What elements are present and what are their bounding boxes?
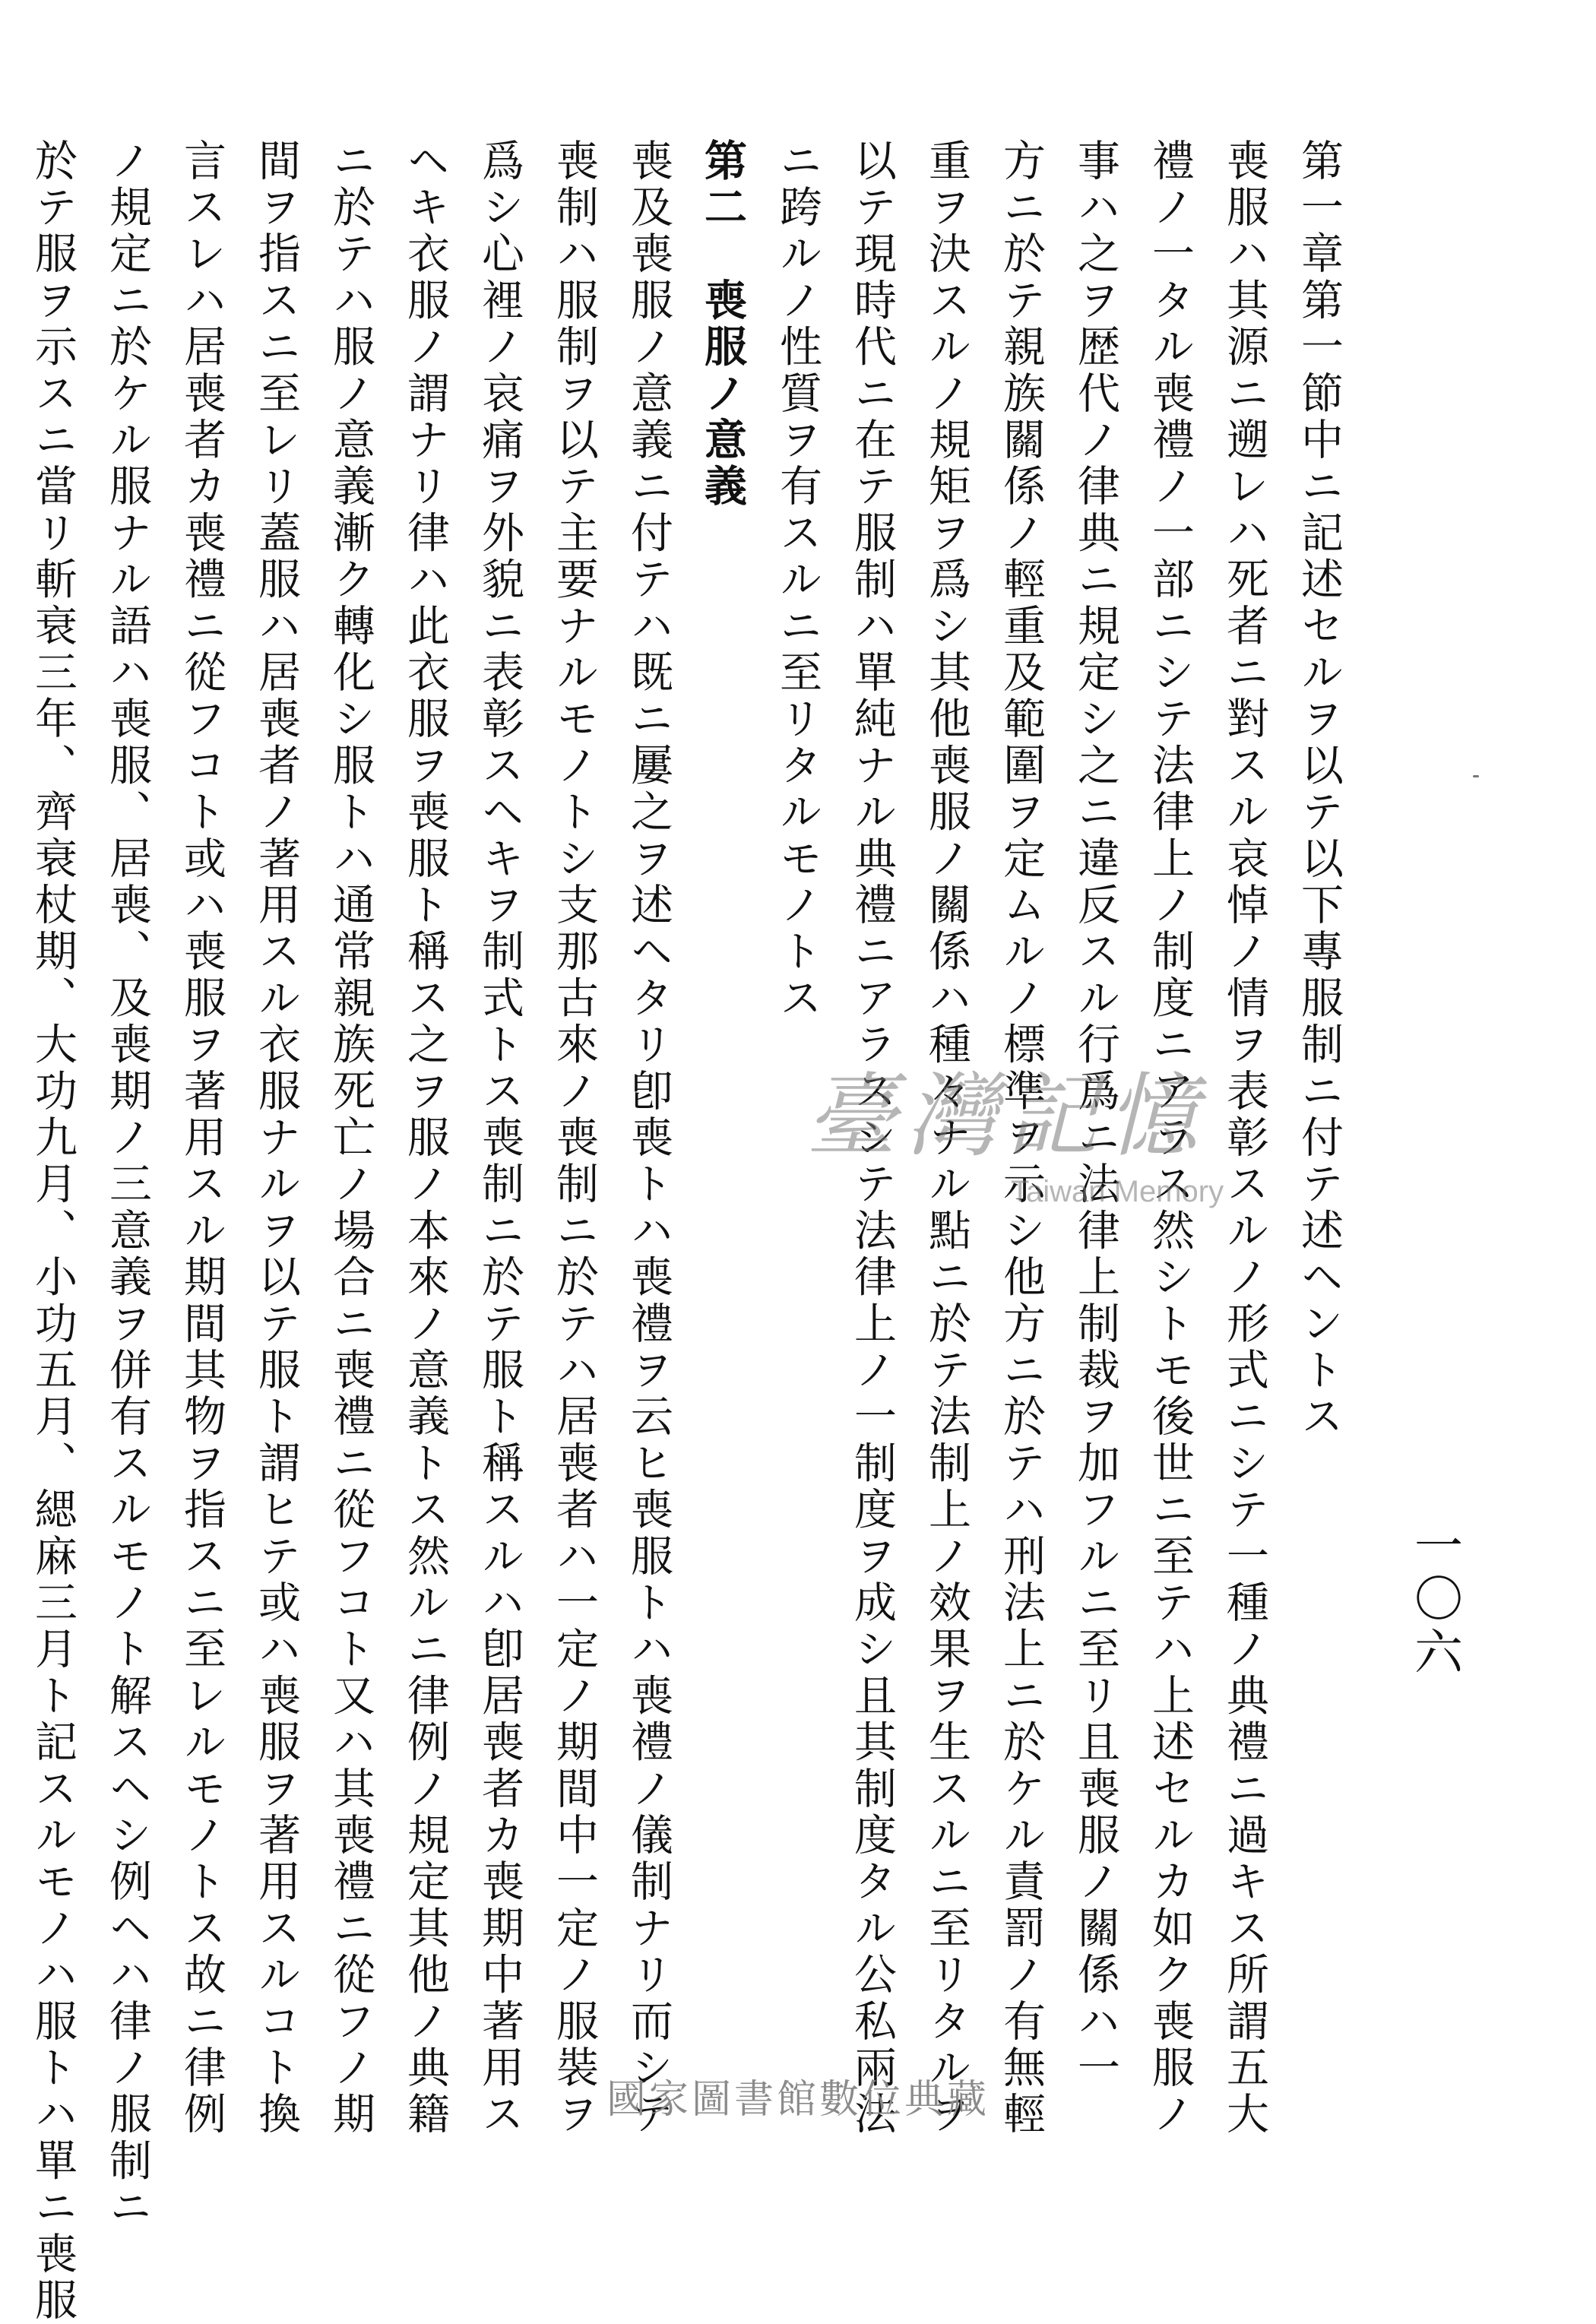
text-column-8: ニ跨ルノ性質ヲ有スルニ至リタルモノトス xyxy=(773,138,822,1022)
text-column-13: ヘキ衣服ノ謂ナリ律ハ此衣服ヲ喪服ト稱ス之ヲ服ノ本來ノ意義トス然ルニ律例ノ規定其他ノ典籍 xyxy=(401,138,450,2139)
text-column-12: 爲シ心裡ノ哀痛ヲ外貌ニ表彰スヘキヲ制式トス喪制ニ於テ服ト稱スルハ卽居喪者カ喪期中著用ス xyxy=(475,138,524,2139)
text-column-7: 以テ現時代ニ在テ服制ハ單純ナル典禮ニアラスシテ法律上ノ一制度ヲ成シ且其制度タル公私兩法 xyxy=(847,138,897,2139)
scan-speck xyxy=(1473,775,1479,777)
text-column-14: ニ於テハ服ノ意義漸ク轉化シ服トハ通常親族死亡ノ場合ニ喪禮ニ從フコト又ハ其喪禮ニ從フノ期 xyxy=(326,138,375,2139)
text-column-3: 禮ノ一タル喪禮ノ一部ニシテ法律上ノ制度ニアラス然シトモ後世ニ至テハ上述セルカ如ク喪服ノ xyxy=(1145,138,1195,2139)
text-column-16: 言スレハ居喪者カ喪禮ニ從フコト或ハ喪服ヲ著用スル期間其物ヲ指スニ至レルモノトス故ニ律例 xyxy=(177,138,226,2139)
text-column-11: 喪制ハ服制ヲ以テ主要ナルモノトシ支那古來ノ喪制ニ於テハ居喪者ハ一定ノ期間中一定ノ服裝ヲ xyxy=(549,138,599,2139)
text-column-2: 喪服ハ其源ニ遡レハ死者ニ對スル哀悼ノ情ヲ表彰スルノ形式ニシテ一種ノ典禮ニ過キス所謂五大 xyxy=(1220,138,1269,2139)
watermark-logo xyxy=(806,1064,1231,1231)
text-column-1: 第一章第一節中ニ記述セルヲ以テ以下專服制ニ付テ述ヘントス xyxy=(1294,138,1344,1441)
text-column-4: 事ハ之ヲ歴代ノ律典ニ規定シ之ニ違反スル行爲ニ法律上制裁ヲ加フルニ至リ且喪服ノ關係ハ一 xyxy=(1071,138,1120,2092)
text-column-18: 於テ服ヲ示スニ當リ斬衰三年、齊衰杖期、大功九月、小功五月、緦麻三月ト記スルモノハ服トハ單ニ喪服 xyxy=(28,138,78,2324)
text-column-10: 喪及喪服ノ意義ニ付テハ既ニ屢之ヲ述ヘタリ卽喪トハ喪禮ヲ云ヒ喪服トハ喪禮ノ儀制ナリ而シテ xyxy=(624,138,673,2139)
text-column-15: 間ヲ指スニ至レリ蓋服ハ居喪者ノ著用スル衣服ナルヲ以テ服ト謂ヒテ或ハ喪服ヲ著用スルコト換 xyxy=(252,138,301,2139)
watermark-text: 臺灣記憶 xyxy=(806,1064,1207,1170)
text-column-6: 重ヲ決スルノ規矩ヲ爲シ其他喪服ノ關係ハ種々ナル點ニ於テ法制上ノ效果ヲ生スルニ至リタルヲ xyxy=(922,138,971,2139)
footer-archive-label: 國家圖書館數位典藏 xyxy=(606,2077,990,2123)
section-heading: 第二 喪服ノ意義 xyxy=(698,138,748,511)
page-number: 一〇六 xyxy=(1406,1520,1462,1680)
watermark-subtext: Taiwan Memory xyxy=(1011,1175,1224,1208)
text-column-5: 方ニ於テ親族關係ノ輕重及範圍ヲ定ムルノ標準ヲ示シ他方ニ於テハ刑法上ニ於ケル責罰ノ有無輕 xyxy=(996,138,1046,2139)
text-column-17: ノ規定ニ於ケル服ナル語ハ喪服、居喪、及喪期ノ三意義ヲ併有スルモノト解スヘシ例ヘハ律ノ服制ニ xyxy=(103,138,152,2231)
